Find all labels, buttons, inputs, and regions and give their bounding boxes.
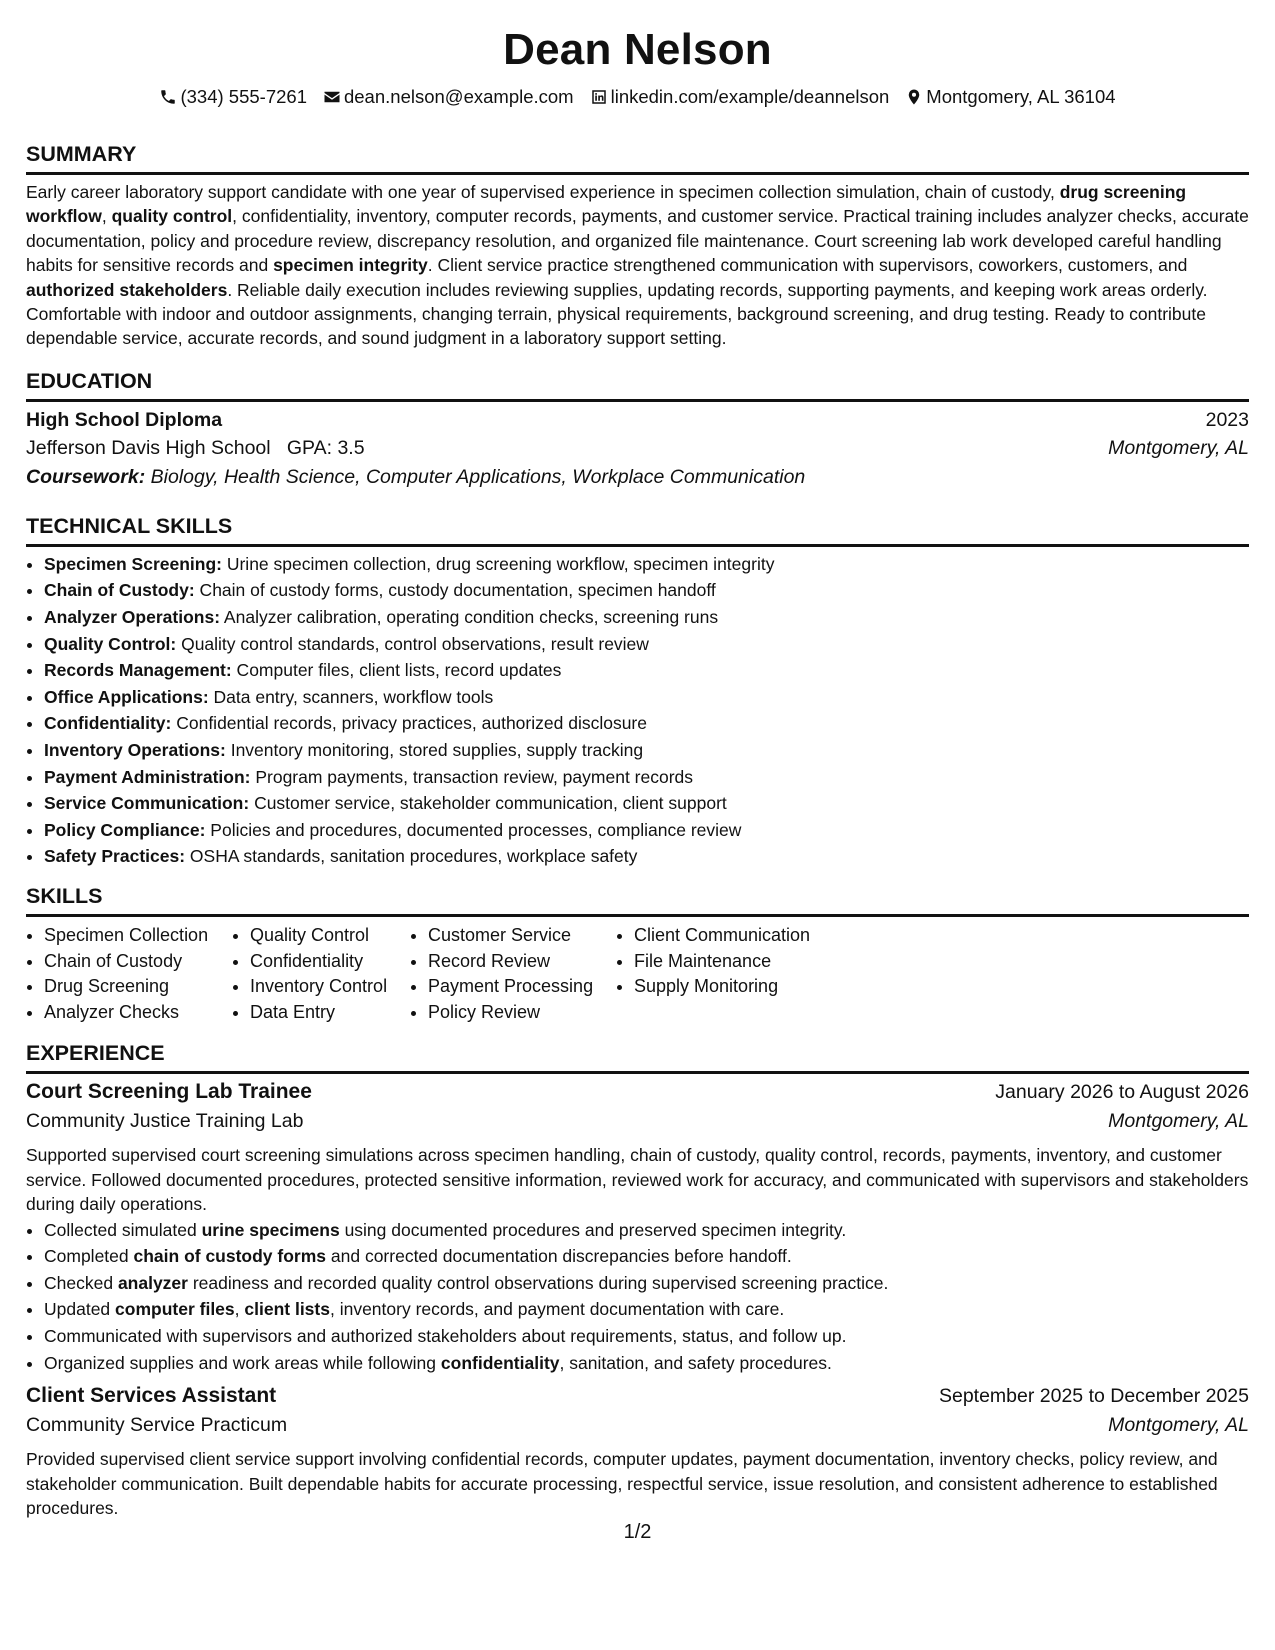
- summary-bold: drug screening workflow: [26, 182, 1187, 227]
- skill-item: • Payment Processing: [428, 974, 616, 1000]
- contact-location: [905, 86, 1115, 108]
- summary-heading: SUMMARY: [26, 140, 1249, 175]
- technical-skills-section: [26, 512, 1249, 870]
- coursework-text: Biology, Health Science, Computer Applications, Workplace Communication: [150, 465, 806, 488]
- summary-segment: Early career laboratory support candidate with one year of supervised experience in specimen collection simulation, chain of custody,: [26, 182, 1060, 202]
- technical-skill-text: Computer files, client lists, record updates: [231, 660, 562, 681]
- coursework-line: [26, 466, 1249, 496]
- technical-skill-label: Service Communication:: [44, 793, 250, 814]
- resume-content: [26, 0, 1249, 1520]
- job-bullet-segment: Communicated with supervisors and authorized stakeholders about requirements, status, and follow up.: [44, 1325, 847, 1346]
- technical-skill-item: [44, 710, 1249, 737]
- technical-skill-text: Policies and procedures, documented processes, compliance review: [205, 819, 742, 840]
- technical-skill-label: Safety Practices:: [44, 846, 186, 867]
- job-bullet-segment: Organized supplies and work areas while following: [44, 1352, 441, 1373]
- map-pin-icon: [905, 88, 923, 106]
- job-bullet-segment: , sanitation, and safety procedures.: [559, 1352, 832, 1373]
- job-bullet: [44, 1243, 1249, 1270]
- job-list: [26, 1080, 1249, 1520]
- technical-skill-text: OSHA standards, sanitation procedures, workplace safety: [185, 846, 638, 867]
- skill-item: • Record Review: [428, 949, 616, 975]
- technical-skill-item: [44, 684, 1249, 711]
- job-header-row: [26, 1384, 1249, 1414]
- skill-item: • File Maintenance: [634, 949, 854, 975]
- skills-column: [616, 923, 854, 1025]
- technical-skill-label: Quality Control:: [44, 633, 177, 654]
- job-location: Montgomery, AL: [1108, 1110, 1249, 1133]
- job-bullets: [26, 1217, 1249, 1377]
- job-bullet: [44, 1323, 1249, 1350]
- contact-bar: [26, 84, 1249, 110]
- summary-section: [26, 140, 1249, 351]
- technical-skill-item: [44, 737, 1249, 764]
- summary-segment: . Reliable daily execution includes reviewing supplies, updating records, supporting payments, and keeping work areas orderly. Comfortable with indoor and outdoor assignments, changing terrain, physical requirements, background screening, and drug testing. Ready to contribute dependable service, accurate records, and sound judgment in a laboratory support setting.: [26, 279, 1208, 349]
- email-text[interactable]: dean.nelson@example.com: [343, 86, 574, 107]
- job-bullet-bold: urine specimens: [201, 1219, 340, 1240]
- skill-item: • Quality Control: [250, 923, 410, 949]
- job-entry: [26, 1080, 1249, 1376]
- technical-skill-item: [44, 657, 1249, 684]
- job-summary: Provided supervised client service support involving confidential records, computer updates, payment documentation, inventory checks, policy review, and stakeholder communication. Built dependable habits for accurate processing, respectful service, issue resolution, and consistent adherence to established procedures.: [26, 1449, 1218, 1518]
- technical-skill-label: Inventory Operations:: [44, 740, 226, 760]
- skill-item: • Supply Monitoring: [634, 974, 854, 1000]
- summary-bold: quality control: [111, 206, 233, 227]
- technical-skill-text: Analyzer calibration, operating condition checks, screening runs: [220, 607, 719, 628]
- education-row-1: [26, 409, 1249, 437]
- summary-text: [26, 180, 1249, 351]
- skill-item: • Drug Screening: [44, 974, 232, 1000]
- technical-skill-label: Specimen Screening:: [44, 553, 222, 574]
- job-bullet-bold: chain of custody forms: [133, 1246, 327, 1267]
- page-number: 1/2: [623, 1521, 652, 1543]
- skill-item: • Chain of Custody: [44, 949, 232, 975]
- job-dates: September 2025 to December 2025: [938, 1385, 1249, 1408]
- skill-item: • Specimen Collection: [44, 923, 232, 949]
- job-bullet-bold: client lists: [244, 1299, 330, 1320]
- technical-skill-label: Policy Compliance:: [44, 819, 206, 840]
- technical-skills-heading: TECHNICAL SKILLS: [26, 512, 1249, 547]
- technical-skill-text: Urine specimen collection, drug screening workflow, specimen integrity: [221, 553, 775, 574]
- school-name: Jefferson Davis High School: [26, 436, 271, 459]
- linkedin-text[interactable]: linkedin.com/example/deannelson: [610, 86, 890, 107]
- job-bullet: [44, 1217, 1249, 1244]
- education-row-2: [26, 437, 1249, 466]
- job-bullet-segment: using documented procedures and preserved specimen integrity.: [339, 1219, 847, 1240]
- technical-skill-text: Confidential records, privacy practices, authorized disclosure: [171, 713, 647, 734]
- skills-column: [232, 923, 410, 1025]
- coursework-label: Coursework:: [26, 465, 146, 488]
- job-bullet: [44, 1350, 1249, 1377]
- skills-column: [26, 923, 232, 1025]
- job-bullet-segment: Collected simulated: [44, 1219, 202, 1240]
- job-organization: Community Justice Training Lab: [26, 1110, 304, 1133]
- technical-skill-label: Records Management:: [44, 660, 232, 681]
- job-org-row: [26, 1110, 1249, 1140]
- location-text: Montgomery, AL 36104: [926, 86, 1116, 107]
- summary-segment: , confidentiality, inventory, computer records, payments, and customer service. Practical training includes analyzer checks, accurate documentation, policy and procedure review, discrepancy resolution, and organized file maintenance. Court screening lab work developed careful handling habits for sensitive records and: [26, 206, 1249, 276]
- technical-skill-label: Payment Administration:: [44, 766, 251, 787]
- technical-skill-label: Office Applications:: [44, 686, 209, 707]
- phone-icon: [159, 88, 177, 106]
- job-bullet-segment: Completed: [44, 1246, 134, 1267]
- job-location: Montgomery, AL: [1108, 1414, 1249, 1437]
- job-organization: Community Service Practicum: [26, 1414, 288, 1437]
- skills-grid: [26, 923, 1249, 1025]
- skills-heading: SKILLS: [26, 882, 1249, 917]
- technical-skill-label: Analyzer Operations:: [44, 607, 221, 628]
- phone-text: (334) 555-7261: [180, 86, 307, 107]
- graduation-year: 2023: [1205, 408, 1249, 431]
- school-line: [26, 437, 365, 460]
- education-heading: EDUCATION: [26, 367, 1249, 402]
- job-bullet-segment: ,: [234, 1299, 245, 1320]
- skill-item: • Analyzer Checks: [44, 1000, 232, 1026]
- technical-skill-item: [44, 790, 1249, 817]
- technical-skill-label: Confidentiality:: [44, 713, 172, 734]
- job-header-row: [26, 1080, 1249, 1110]
- job-title: Court Screening Lab Trainee: [26, 1080, 312, 1104]
- skill-item: • Client Communication: [634, 923, 854, 949]
- job-bullet-segment: , inventory records, and payment documentation with care.: [329, 1299, 785, 1320]
- job-bullet-bold: computer files: [115, 1299, 235, 1320]
- degree: High School Diploma: [26, 408, 223, 431]
- skills-column: [410, 923, 616, 1025]
- job-bullet-bold: confidentiality: [440, 1352, 560, 1373]
- technical-skill-item: [44, 604, 1249, 631]
- job-title: Client Services Assistant: [26, 1384, 277, 1408]
- skills-section: [26, 882, 1249, 1025]
- summary-segment: ,: [101, 206, 112, 227]
- technical-skill-item: [44, 577, 1249, 604]
- technical-skill-text: Chain of custody forms, custody documentation, specimen handoff: [194, 580, 716, 601]
- summary-bold: specimen integrity: [273, 255, 428, 276]
- contact-phone: [159, 86, 307, 108]
- job-dates: January 2026 to August 2026: [995, 1081, 1249, 1104]
- technical-skill-text: Quality control standards, control observations, result review: [176, 633, 649, 654]
- skill-item: • Data Entry: [250, 1000, 410, 1026]
- technical-skill-item: [44, 843, 1249, 870]
- experience-heading: EXPERIENCE: [26, 1039, 1249, 1074]
- skill-item: • Customer Service: [428, 923, 616, 949]
- linkedin-icon: [590, 88, 608, 106]
- technical-skill-item: [44, 631, 1249, 658]
- education-section: [26, 367, 1249, 496]
- job-bullet-bold: analyzer: [117, 1272, 188, 1293]
- summary-segment: . Client service practice strengthened communication with supervisors, coworkers, customers, and: [427, 255, 1188, 276]
- technical-skill-item: [44, 764, 1249, 791]
- job-bullet: [44, 1270, 1249, 1297]
- experience-section: [26, 1039, 1249, 1520]
- envelope-icon: [323, 88, 341, 106]
- technical-skill-text: Data entry, scanners, workflow tools: [208, 686, 494, 707]
- candidate-name: Dean Nelson: [503, 25, 772, 74]
- contact-email[interactable]: [323, 86, 574, 108]
- job-org-row: [26, 1414, 1249, 1444]
- technical-skill-label: Chain of Custody:: [44, 580, 195, 601]
- school-location: Montgomery, AL: [1108, 436, 1249, 459]
- technical-skill-text: Program payments, transaction review, payment records: [250, 766, 694, 787]
- job-bullet-segment: Updated: [44, 1299, 116, 1320]
- gpa: GPA: 3.5: [286, 436, 365, 459]
- job-bullet-segment: readiness and recorded quality control observations during supervised screening practice.: [187, 1272, 889, 1293]
- technical-skill-item: [44, 551, 1249, 578]
- technical-skill-item: [44, 817, 1249, 844]
- technical-skill-text: Customer service, stakeholder communication, client support: [249, 793, 727, 814]
- technical-skills-list: [26, 551, 1249, 870]
- job-summary: Supported supervised court screening simulations across specimen handling, chain of custody, quality control, records, payments, inventory, and customer service. Followed documented procedures, protected sensitive information, reviewed work for accuracy, and communicated with supervisors and stakeholders during daily operations.: [26, 1145, 1249, 1215]
- technical-skill-text: Inventory monitoring, stored supplies, supply tracking: [225, 740, 644, 760]
- job-bullet-segment: Checked: [44, 1272, 118, 1293]
- skill-item: • Policy Review: [428, 1000, 616, 1026]
- skill-item: • Confidentiality: [250, 949, 410, 975]
- job-bullet-segment: and corrected documentation discrepancies before handoff.: [326, 1246, 792, 1267]
- contact-linkedin[interactable]: [590, 86, 890, 108]
- summary-bold: authorized stakeholders: [26, 279, 228, 300]
- job-entry: [26, 1384, 1249, 1520]
- skill-item: • Inventory Control: [250, 974, 410, 1000]
- job-bullet: [44, 1296, 1249, 1323]
